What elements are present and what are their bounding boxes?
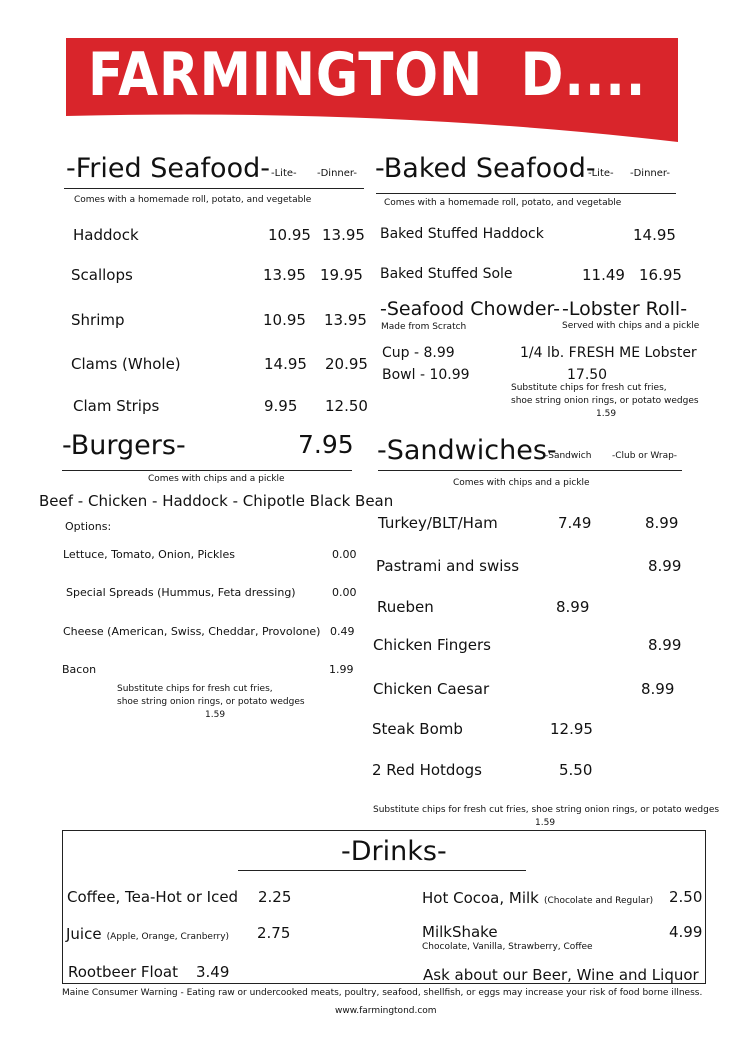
drinks-title: -Drinks- [341,836,447,867]
chowder-cup: Cup - 8.99 [382,345,455,361]
options-label: Options: [65,520,112,533]
option-name: Lettuce, Tomato, Onion, Pickles [63,548,235,561]
drink-name: Coffee, Tea-Hot or Iced [67,888,239,906]
fried-item-dinner: 20.95 [325,355,368,373]
fried-item-name: Clams (Whole) [71,355,181,373]
sandwich-item-club: 8.99 [648,557,682,575]
sandwich-item-name: 2 Red Hotdogs [372,761,482,779]
fried-item-dinner: 12.50 [325,397,368,415]
sandwiches-substitute: Substitute chips for fresh cut fries, shoe string onion rings, or potato wedges [373,805,720,815]
chowder-note: Made from Scratch [381,322,467,332]
drink-name: Hot Cocoa, Milk [422,889,539,907]
fried-item-name: Shrimp [71,311,125,329]
option-name: Cheese (American, Swiss, Cheddar, Provolone) [63,625,321,638]
sandwich-item-name: Rueben [377,598,434,616]
baked-item-dinner: 14.95 [633,226,676,244]
option-price: 0.00 [332,548,357,561]
fried-item-lite: 14.95 [264,355,307,373]
lobster-substitute-price: 1.59 [596,409,617,419]
sandwich-item-name: Chicken Caesar [373,680,490,698]
baked-rule [376,193,676,194]
drink-name: MilkShake [422,923,498,941]
lobster-note: Served with chips and a pickle [562,321,700,331]
baked-col-dinner: -Dinner- [630,168,670,179]
sandwich-col: -Sandwich [545,451,592,461]
baked-note: Comes with a homemade roll, potato, and vegetable [384,198,622,208]
burgers-title: -Burgers- [62,430,186,461]
sandwiches-rule [378,470,682,471]
consumer-warning: Maine Consumer Warning - Eating raw or undercooked meats, poultry, seafood, shellfish, or eggs may increase your risk of food borne illness. [62,988,703,998]
club-col: -Club or Wrap- [612,451,678,461]
baked-item-name: Baked Stuffed Haddock [380,226,544,242]
drink-detail: (Chocolate and Regular) [543,896,654,906]
lobster-substitute-line1: Substitute chips for fresh cut fries, [511,383,667,393]
fried-item-lite: 10.95 [268,226,311,244]
fried-item-name: Scallops [71,266,133,284]
fried-item-dinner: 13.95 [322,226,365,244]
option-price: 1.99 [329,663,354,676]
sandwich-item-price: 12.95 [550,720,593,738]
baked-col-lite: -Lite- [588,168,614,179]
baked-item-name: Baked Stuffed Sole [380,266,513,282]
website-url[interactable]: www.farmingtond.com [335,1006,437,1016]
sandwiches-substitute-price: 1.59 [535,818,556,828]
sandwiches-note: Comes with chips and a pickle [453,478,590,488]
burgers-note: Comes with chips and a pickle [148,474,285,484]
fried-rule [64,188,364,189]
lobster-price: 17.50 [567,367,608,383]
drink-detail: Chocolate, Vanilla, Strawberry, Coffee [422,942,593,952]
fried-seafood-title: -Fried Seafood- [66,153,270,184]
fried-item-lite: 13.95 [263,266,306,284]
baked-seafood-title: -Baked Seafood- [375,153,596,184]
drink-name: Juice [66,925,102,943]
burgers-types: Beef - Chicken - Haddock - Chipotle Black Bean [39,492,394,510]
fried-item-dinner: 13.95 [324,311,367,329]
fried-note: Comes with a homemade roll, potato, and vegetable [74,195,312,205]
drink-price: 4.99 [669,923,703,941]
option-name: Bacon [62,663,97,676]
fried-item-dinner: 19.95 [320,266,363,284]
restaurant-name: FARMINGTON D.... [88,40,647,110]
chowder-bowl: Bowl - 10.99 [382,367,470,383]
baked-item-dinner: 16.95 [639,266,682,284]
burgers-rule [62,470,352,471]
sandwich-item-name: Chicken Fingers [373,636,491,654]
baked-item-lite: 11.49 [582,266,625,284]
burgers-price: 7.95 [298,430,354,459]
sandwich-item-name: Pastrami and swiss [376,557,520,575]
burgers-substitute-price: 1.59 [205,710,226,720]
drink-price: 2.50 [669,888,703,906]
sandwich-item-club: 8.99 [645,514,679,532]
fried-col-lite: -Lite- [271,168,297,179]
lobster-desc: 1/4 lb. FRESH ME Lobster [520,345,697,361]
drinks-ask: Ask about our Beer, Wine and Liquor [423,966,699,984]
sandwiches-title: -Sandwiches- [377,435,557,466]
fried-item-name: Haddock [73,226,139,244]
sandwich-item-name: Turkey/BLT/Ham [378,514,498,532]
drink-price: 2.75 [257,924,291,942]
option-name: Special Spreads (Hummus, Feta dressing) [66,586,296,599]
sandwich-item-name: Steak Bomb [372,720,463,738]
lobster-substitute-line2: shoe string onion rings, or potato wedges [511,396,699,406]
drink-detail: (Apple, Orange, Cranberry) [106,932,230,942]
sandwich-item-price: 7.49 [558,514,592,532]
drinks-rule [238,870,526,871]
option-price: 0.00 [332,586,357,599]
chowder-title: -Seafood Chowder- [380,298,560,320]
sandwich-item-club: 8.99 [641,680,675,698]
fried-item-name: Clam Strips [73,397,160,415]
sandwich-item-price: 5.50 [559,761,593,779]
lobster-title: -Lobster Roll- [562,298,688,320]
drink-name: Rootbeer Float [68,963,178,981]
option-price: 0.49 [330,625,355,638]
drink-cocoa [422,888,653,907]
fried-col-dinner: -Dinner- [317,168,357,179]
burgers-substitute-line1: Substitute chips for fresh cut fries, [117,684,273,694]
sandwich-item-price: 8.99 [556,598,590,616]
burgers-substitute-line2: shoe string onion rings, or potato wedges [117,697,305,707]
fried-item-lite: 10.95 [263,311,306,329]
drink-price: 3.49 [196,963,230,981]
drink-juice [66,924,229,943]
drink-price: 2.25 [258,888,292,906]
fried-item-lite: 9.95 [264,397,298,415]
sandwich-item-club: 8.99 [648,636,682,654]
